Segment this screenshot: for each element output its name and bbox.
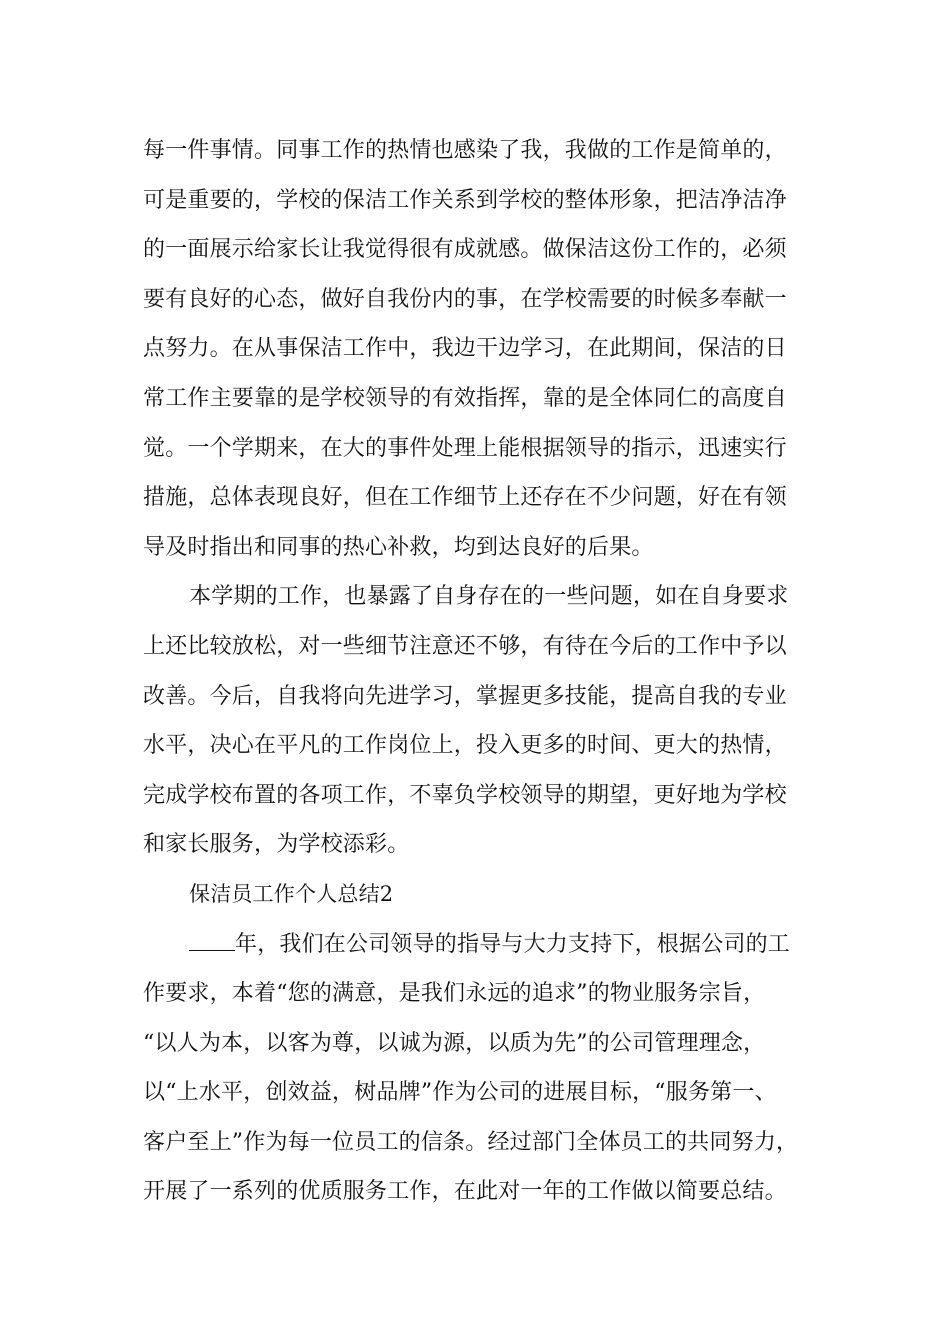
section-title: 保洁员工作个人总结2 (189, 881, 394, 906)
paragraph-2 (143, 572, 833, 870)
paragraph-1 (143, 126, 833, 572)
paragraph-line: 完成学校布置的各项工作，不辜负学校领导的期望，更好地为学校 (143, 782, 787, 808)
paragraph-line: 上还比较放松，对一些细节注意还不够，有待在今后的工作中予以 (143, 633, 787, 659)
paragraph-line: 导及时指出和同事的热心补救，均到达良好的后果。 (143, 534, 654, 560)
paragraph-line: 以“上水平，创效益，树品牌”作为公司的进展目标，“服务第一、 (143, 1080, 777, 1106)
paragraph-line: 和家长服务，为学校添彩。 (143, 832, 410, 858)
paragraph-line: 的一面展示给家长让我觉得很有成就感。做保洁这份工作的，必须 (143, 237, 787, 263)
paragraph-line: 常工作主要靠的是学校领导的有效指挥，靠的是全体同仁的高度自 (143, 385, 787, 411)
document-body (143, 126, 833, 1217)
paragraph-line: 客户至上”作为每一位员工的信条。经过部门全体员工的共同努力， (143, 1129, 799, 1155)
paragraph-line: 改善。今后，自我将向先进学习，掌握更多技能，提高自我的专业 (143, 683, 787, 709)
paragraph-line: 每一件事情。同事工作的热情也感染了我，我做的工作是简单的， (143, 138, 787, 163)
paragraph-3 (143, 920, 833, 1218)
paragraph-line: 措施，总体表现良好，但在工作细节上还存在不少问题，好在有领 (143, 485, 787, 511)
paragraph-line: 觉。一个学期来，在大的事件处理上能根据领导的指示，迅速实行 (143, 435, 787, 461)
paragraph-line: 要有良好的心态，做好自我份内的事，在学校需要的时候多奉献一 (143, 286, 787, 312)
paragraph-line: 水平，决心在平凡的工作岗位上，投入更多的时间、更大的热情， (143, 733, 787, 759)
fill-in-blank (189, 930, 235, 951)
paragraph-line: 开展了一系列的优质服务工作，在此对一年的工作做以简要总结。 (143, 1179, 787, 1205)
paragraph-line: 作要求，本着“您的满意，是我们永远的追求”的物业服务宗旨， (143, 981, 766, 1007)
paragraph-line-first (143, 920, 833, 970)
paragraph-line: “以人为本，以客为尊，以诚为源，以质为先”的公司管理理念， (143, 1030, 766, 1056)
paragraph-line: 可是重要的，学校的保洁工作关系到学校的整体形象，把洁净洁净 (143, 187, 787, 213)
paragraph-line-text: 年，我们在公司领导的指导与大力支持下，根据公司的工 (235, 931, 791, 957)
paragraph-line: 点努力。在从事保洁工作中，我边干边学习，在此期间，保洁的日 (143, 336, 787, 362)
paragraph-line: 本学期的工作，也暴露了自身存在的一些问题，如在自身要求 (189, 584, 789, 610)
